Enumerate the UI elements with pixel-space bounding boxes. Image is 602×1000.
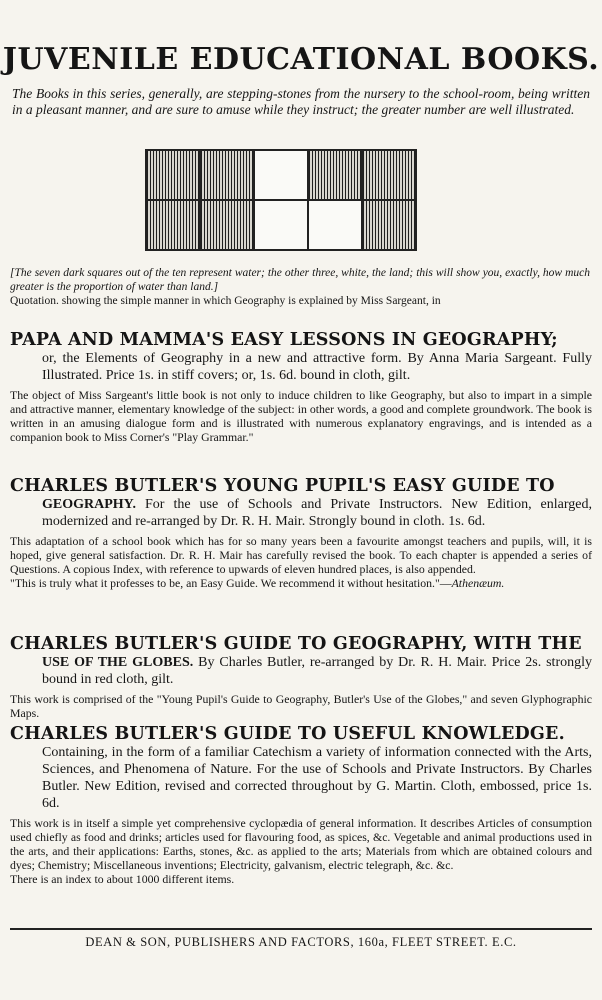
water-square bbox=[201, 201, 253, 249]
book-entry-useful-knowledge bbox=[10, 724, 592, 886]
land-square bbox=[309, 201, 361, 249]
review-quote: "This is truly what it professes to be, an Easy Guide. We recommend it without hesitation."— bbox=[10, 576, 452, 590]
publisher-footer: DEAN & SON, PUBLISHERS AND FACTORS, 160a, FLEET STREET. E.C. bbox=[85, 935, 517, 949]
book-title: CHARLES BUTLER'S GUIDE TO USEFUL KNOWLEDGE. bbox=[10, 724, 565, 744]
book-details: Containing, in the form of a familiar Catechism a variety of information connected with the Arts, Sciences, and Phenomena of Nature. For the use of Schools and Private Instructors. By Charles Butler. New Edition, revised and corrected throughout by G. Martin. Cloth, embossed, price 1s. 6d. bbox=[42, 745, 592, 811]
water-square bbox=[309, 151, 361, 199]
water-land-diagram bbox=[145, 149, 417, 251]
water-square bbox=[363, 201, 415, 249]
book-title: PAPA AND MAMMA'S EASY LESSONS IN GEOGRAPHY; bbox=[10, 330, 558, 350]
book-entry-young-pupils-guide bbox=[10, 476, 592, 590]
land-square bbox=[255, 151, 307, 199]
water-square bbox=[147, 151, 199, 199]
water-square bbox=[147, 201, 199, 249]
book-description: This adaptation of a school book which has for so many years been a favourite amongst teachers and pupils, will, it is hoped, give general satisfaction. Dr. R. H. Mair has carefully revised the book. To each chapter is appended a series of Questions. A copious Index, with reference to upwards of eleven hundred places, is also appended. bbox=[10, 534, 592, 576]
diagram-caption: [The seven dark squares out of the ten represent water; the other three, white, the land; this will show you, exactly, how much greater is the proportion of water than land.] bbox=[10, 267, 590, 293]
book-title-continued: USE OF THE GLOBES. bbox=[42, 655, 194, 670]
index-note: There is an index to about 1000 different items. bbox=[10, 872, 235, 886]
intro-text: The Books in this series, generally, are stepping-stones from the nursery to the school-room, being written in a pleasant manner, and are sure to amuse while they instruct; the greater number are well illustrated. bbox=[12, 86, 590, 117]
book-details: By Charles Butler, re-arranged by Dr. R. H. Mair. Price 2s. strongly bound in red cloth, gilt. bbox=[42, 655, 592, 687]
book-title: CHARLES BUTLER'S GUIDE TO GEOGRAPHY, WITH THE bbox=[10, 634, 582, 654]
book-title-continued: GEOGRAPHY. bbox=[42, 497, 136, 512]
water-square bbox=[363, 151, 415, 199]
quotation-note: Quotation. showing the simple manner in which Geography is explained by Miss Sargeant, in bbox=[10, 295, 441, 307]
land-square bbox=[255, 201, 307, 249]
book-review bbox=[10, 576, 592, 590]
book-description: This work is in itself a simple yet comprehensive cyclopædia of general information. It describes Articles of consumption used chiefly as food and drinks; articles used for flavouring food, as spices, &c. Vegetable and animal productions used in the arts, and their applications: Earths, stones, &c. as applied to the arts; Materials from which are obtained colours and dyes; Chemistry; Miscellaneous inventions; Electricity, galvanism, electric telegraph, &c. &c. bbox=[10, 816, 592, 872]
book-details: For the use of Schools and Private Instructors. New Edition, enlarged, modernized and re-arranged by Dr. R. H. Mair. Strongly bound in cloth. 1s. 6d. bbox=[42, 497, 592, 529]
page-title: JUVENILE EDUCATIONAL BOOKS. bbox=[2, 42, 600, 77]
book-details: or, the Elements of Geography in a new and attractive form. By Anna Maria Sargeant. Fully Illustrated. Price 1s. in stiff covers; or, 1s. 6d. bound in cloth, gilt. bbox=[42, 351, 592, 383]
review-source: Athenæum. bbox=[451, 576, 505, 590]
book-entry-geography-lessons bbox=[10, 330, 592, 444]
water-square bbox=[201, 151, 253, 199]
book-description: This work is comprised of the "Young Pupil's Guide to Geography, Butler's Use of the Globes," and seven Glyphographic Maps. bbox=[10, 692, 592, 720]
footer-rule bbox=[10, 928, 592, 930]
book-description: The object of Miss Sargeant's little book is not only to induce children to like Geography, but also to impart in a simple and attractive manner, elementary knowledge of the subject: in other words, a good and complete groundwork. The book is written in an amusing dialogue form and is illustrated with numerous explanatory engravings, and is intended as a companion book to Miss Corner's "Play Grammar." bbox=[10, 388, 592, 444]
book-entry-guide-with-globes bbox=[10, 634, 592, 720]
book-title: CHARLES BUTLER'S YOUNG PUPIL'S EASY GUIDE TO bbox=[10, 476, 555, 496]
